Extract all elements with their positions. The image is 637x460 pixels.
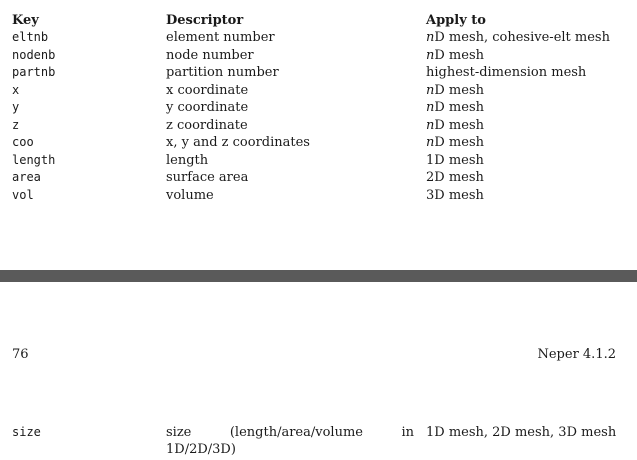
row-apply-to: nD mesh bbox=[426, 135, 484, 150]
table-row bbox=[0, 29, 637, 46]
row-key: partnb bbox=[12, 65, 56, 79]
row-key: y bbox=[12, 100, 20, 114]
row-key: length bbox=[12, 153, 56, 167]
row-descriptor: x, y and z coordinates bbox=[166, 135, 310, 150]
row-apply-to: 1D mesh, 2D mesh, 3D mesh bbox=[426, 425, 617, 440]
row-key: x bbox=[12, 83, 20, 97]
row-apply-to: 2D mesh bbox=[426, 170, 484, 185]
row-key: area bbox=[12, 170, 41, 184]
table-row bbox=[0, 99, 637, 116]
row-apply-to: nD mesh bbox=[426, 100, 484, 115]
row-descriptor: surface area bbox=[166, 170, 249, 185]
table-row bbox=[0, 187, 637, 204]
row-key: nodenb bbox=[12, 48, 56, 62]
row-apply-to: nD mesh bbox=[426, 118, 484, 133]
running-head: Neper 4.1.2 bbox=[537, 347, 616, 362]
row-apply-to: nD mesh bbox=[426, 48, 484, 63]
row-descriptor: volume bbox=[166, 188, 214, 203]
table-row bbox=[0, 47, 637, 64]
row-apply-to: highest-dimension mesh bbox=[426, 65, 587, 80]
table-header-row bbox=[0, 12, 637, 29]
row-apply-to: 3D mesh bbox=[426, 188, 484, 203]
table-row bbox=[0, 117, 637, 134]
row-key: vol bbox=[12, 188, 34, 202]
table-row bbox=[0, 64, 637, 81]
row-descriptor: y coordinate bbox=[166, 100, 249, 115]
row-key: size bbox=[12, 425, 41, 439]
table-row bbox=[0, 82, 637, 99]
row-key: eltnb bbox=[12, 30, 49, 44]
row-apply-to: 1D mesh bbox=[426, 153, 484, 168]
table-row bbox=[0, 169, 637, 186]
row-descriptor: element number bbox=[166, 30, 275, 45]
row-descriptor: partition number bbox=[166, 65, 279, 80]
header-descriptor: Descriptor bbox=[166, 13, 244, 28]
header-apply-to: Apply to bbox=[426, 13, 486, 28]
table-row bbox=[0, 152, 637, 169]
row-descriptor: x coordinate bbox=[166, 83, 249, 98]
row-apply-to: nD mesh, cohesive-elt mesh bbox=[426, 30, 610, 45]
page-break-divider bbox=[0, 270, 637, 282]
row-descriptor: size (length/area/volume in 1D/2D/3D) bbox=[166, 425, 414, 457]
table-row bbox=[0, 134, 637, 151]
row-key: coo bbox=[12, 135, 34, 149]
header-key: Key bbox=[12, 13, 39, 28]
row-descriptor: length bbox=[166, 153, 209, 168]
row-descriptor: node number bbox=[166, 48, 254, 63]
row-key: z bbox=[12, 118, 20, 132]
row-apply-to: nD mesh bbox=[426, 83, 484, 98]
page-number: 76 bbox=[12, 347, 29, 362]
row-descriptor: z coordinate bbox=[166, 118, 248, 133]
